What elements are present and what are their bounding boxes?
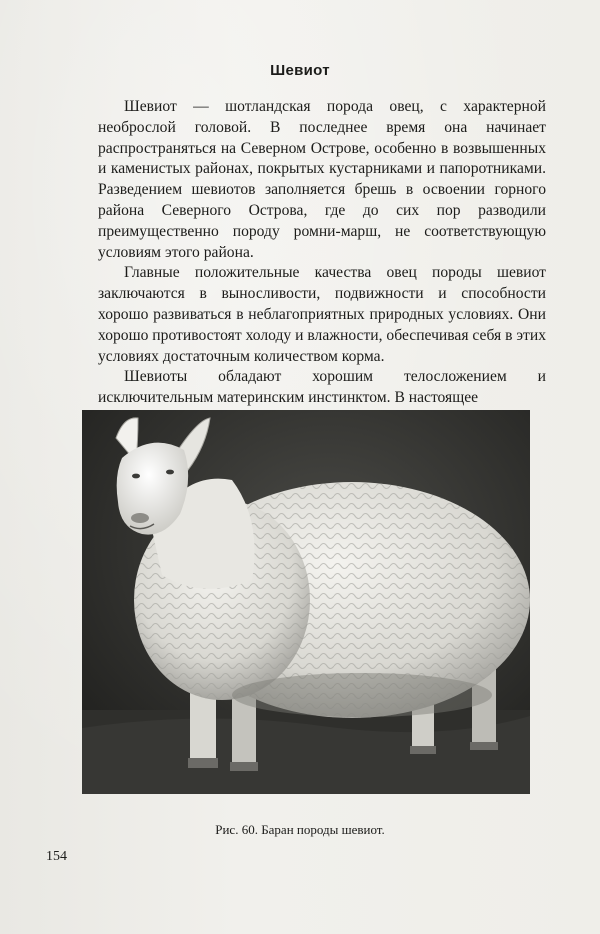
paragraph-2: Главные положительные качества овец породы шевиот заключаются в выносливости, подвижности и способности хорошо развиваться в неблагоприятных природных условиях. Они хорошо противостоят холоду и влажности, обеспечивая себя в этих условиях достаточным количеством корма. bbox=[98, 264, 546, 365]
paragraph-1: Шевиот — шотландская порода овец, с характерной необрослой головой. В последнее время она начинает распространяться на Северном Острове, особенно в возвышенных и каменистых районах, покрытых кустарниками и папоротниками. Разведением шевиотов заполняется брешь в освоении горного района Северного Острова, где до сих пор разводили преимущественно породу ромни-марш, не соответствующую условиям этого района. bbox=[98, 98, 546, 261]
section-title: Шевиот bbox=[270, 62, 330, 79]
page-number: 154 bbox=[46, 849, 67, 864]
figure-caption: Рис. 60. Баран породы шевиот. bbox=[215, 822, 385, 837]
article-body bbox=[98, 97, 546, 409]
ram-photo bbox=[82, 410, 530, 794]
paragraph-3: Шевиоты обладают хорошим телосложением и исключительным материнским инстинктом. В настоящее bbox=[98, 368, 546, 407]
ram-illustration bbox=[82, 410, 530, 794]
